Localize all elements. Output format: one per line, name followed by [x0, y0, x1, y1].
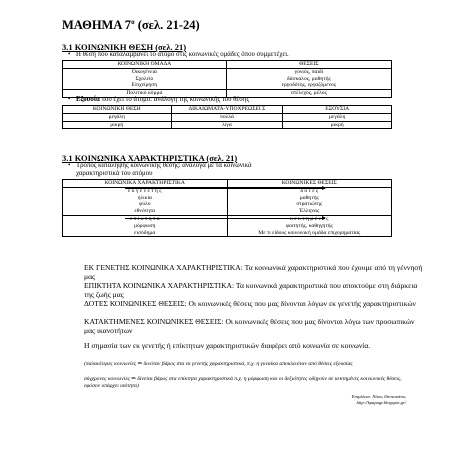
definition-ascribed: ΔΟΤΕΣ ΚΟΙΝΩΝΙΚΕΣ ΘΕΣΕΙΣ: Οι κοινωνικές θέσεις που μας δίνονται λόγων εκ γενετής χαρακτηριστικών	[84, 299, 416, 308]
arrow-right-icon	[125, 188, 325, 189]
section-heading-social-characteristics: 3.1 ΚΟΙΝΩΝΙΚΑ ΧΑΡΑΚΤΗΡΙΣΤΙΚΑ (σελ. 21)	[62, 153, 238, 163]
bullet-authority: • Εξουσία που έχει το άτομο: ανάλογη της κοινωνικής του θέσης	[68, 96, 250, 103]
importance-text: Η σημασία των εκ γενετής ή επίκτητων χαρακτηριστικών διαφέρει από κοινωνία σε κοινωνία.	[84, 341, 371, 350]
bullet-occupation-mode: • Τρόπος κατάληψης κοινωνικής θέσης: ανάλογα με τα κοινωνικά	[68, 162, 252, 169]
table-social-groups	[62, 60, 392, 98]
table-authority	[62, 105, 392, 129]
note-older-societies: (παλαιότερες κοινωνίες ⇒ δινόταν βάρος στα εκ γενετής χαρακτηριστικά, π.χ. η γυναίκα αποκλειόταν από θέσεις εξουσίας	[84, 361, 353, 367]
page-title: ΜΑΘΗΜΑ $7^o$ (σελ. 21-24)	[62, 18, 200, 33]
arrow-right-icon	[125, 218, 325, 219]
table-row: μικρή λίγα μικρή	[63, 121, 392, 129]
table-header: ΚΟΙΝΩΝΙΚΗ ΟΜΑΔΑ	[63, 61, 227, 69]
definition-acquired: ΕΠΙΚΤΗΤΑ ΚΟΙΝΩΝΙΚΑ ΧΑΡΑΚΤΗΡΙΣΤΙΚΑ: Τα κοινωνικά χαρακτηριστικά που αποκτούμε στη διάρκεια της ζωής μας	[84, 281, 418, 299]
table-header: ΚΟΙΝΩΝΙΚΗ ΘΕΣΗ	[63, 106, 172, 114]
footer-credit: Επιμέλεια: Νίκος Θεοτοκάτος http://kpapagr.blogspot.gr/	[351, 394, 406, 405]
section-heading-social-position: 3.1 ΚΟΙΝΩΝΙΚΗ ΘΕΣΗ (σελ. 21)	[62, 42, 187, 52]
table-header: ΕΞΟΥΣΙΑ	[283, 106, 392, 114]
definition-achieved: ΚΑΤΑΚΤΗΜΕΝΕΣ ΚΟΙΝΩΝΙΚΕΣ ΘΕΣΕΙΣ: Οι κοινωνικές θέσεις που μας δίνονται λόγω των προσωπικών μας ικανοτήτων	[84, 317, 415, 335]
table-header: ΚΟΙΝΩΝΙΚΕΣ ΘΕΣΕΙΣ	[227, 180, 392, 188]
note-modern-societies: σύγχρονες κοινωνίες ⇒ δίνεται βάρος στα επίκτητα χαρακτηριστικά π.χ. η μόρφωση και οι δεξιότητες οδηγούν σε κεκτημένες κοινωνικές θέσεις, εφόσον υπάρχει ισότητα)	[84, 376, 402, 389]
table-header: ΘΕΣΕΙΣ	[226, 61, 391, 69]
definition-inborn: ΕΚ ΓΕΝΕΤΗΣ ΚΟΙΝΩΝΙΚΑ ΧΑΡΑΚΤΗΡΙΣΤΙΚΑ: Τα κοινωνικά χαρακτηριστικά που έχουμε από τη γέννησή μας	[84, 263, 423, 281]
table-row: μεγάλη πολλά μεγάλη	[63, 113, 392, 121]
bullet-definition: • Η θέση που καταλαμβάνει το άτομο στις κοινωνικές ομάδες όπου συμμετέχει.	[68, 51, 289, 58]
table-row: Οικογένεια γονιός, παιδί	[63, 68, 392, 75]
table-row: Επιχείρηση εργοδότης, εργαζόμενος	[63, 82, 392, 89]
table-row: Σχολείο δάσκαλος, μαθητής	[63, 76, 392, 83]
bullet-continuation: χαρακτηριστικά του ατόμου	[76, 170, 153, 177]
table-row: ε π ί κ τ η τ α μόρφωση εισόδημα κ ε κ τ η μ έ ν ε ς φοιτητής, καθηγητής Με τι είδους κοινωνική ομάδα επιχορηματίας	[63, 215, 392, 236]
table-row: ε κ γ ε ν ε τ ή ς ηλικία φύλο εθνότητα δ ο τ έ ς μαθητής στρατιώτης Έλληνας	[63, 187, 392, 215]
table-row: Πολιτικό κόμμα στέλεχος, μέλος	[63, 90, 392, 98]
table-header: ΚΟΙΝΩΝΙΚΑ ΧΑΡΑΚΤΗΡΙΣΤΙΚΑ	[63, 180, 228, 188]
table-header: ΔΙΚΑΙΩΜΑΤΑ-ΥΠΟΧΡΕΩΣΕΙ Σ	[171, 106, 283, 114]
